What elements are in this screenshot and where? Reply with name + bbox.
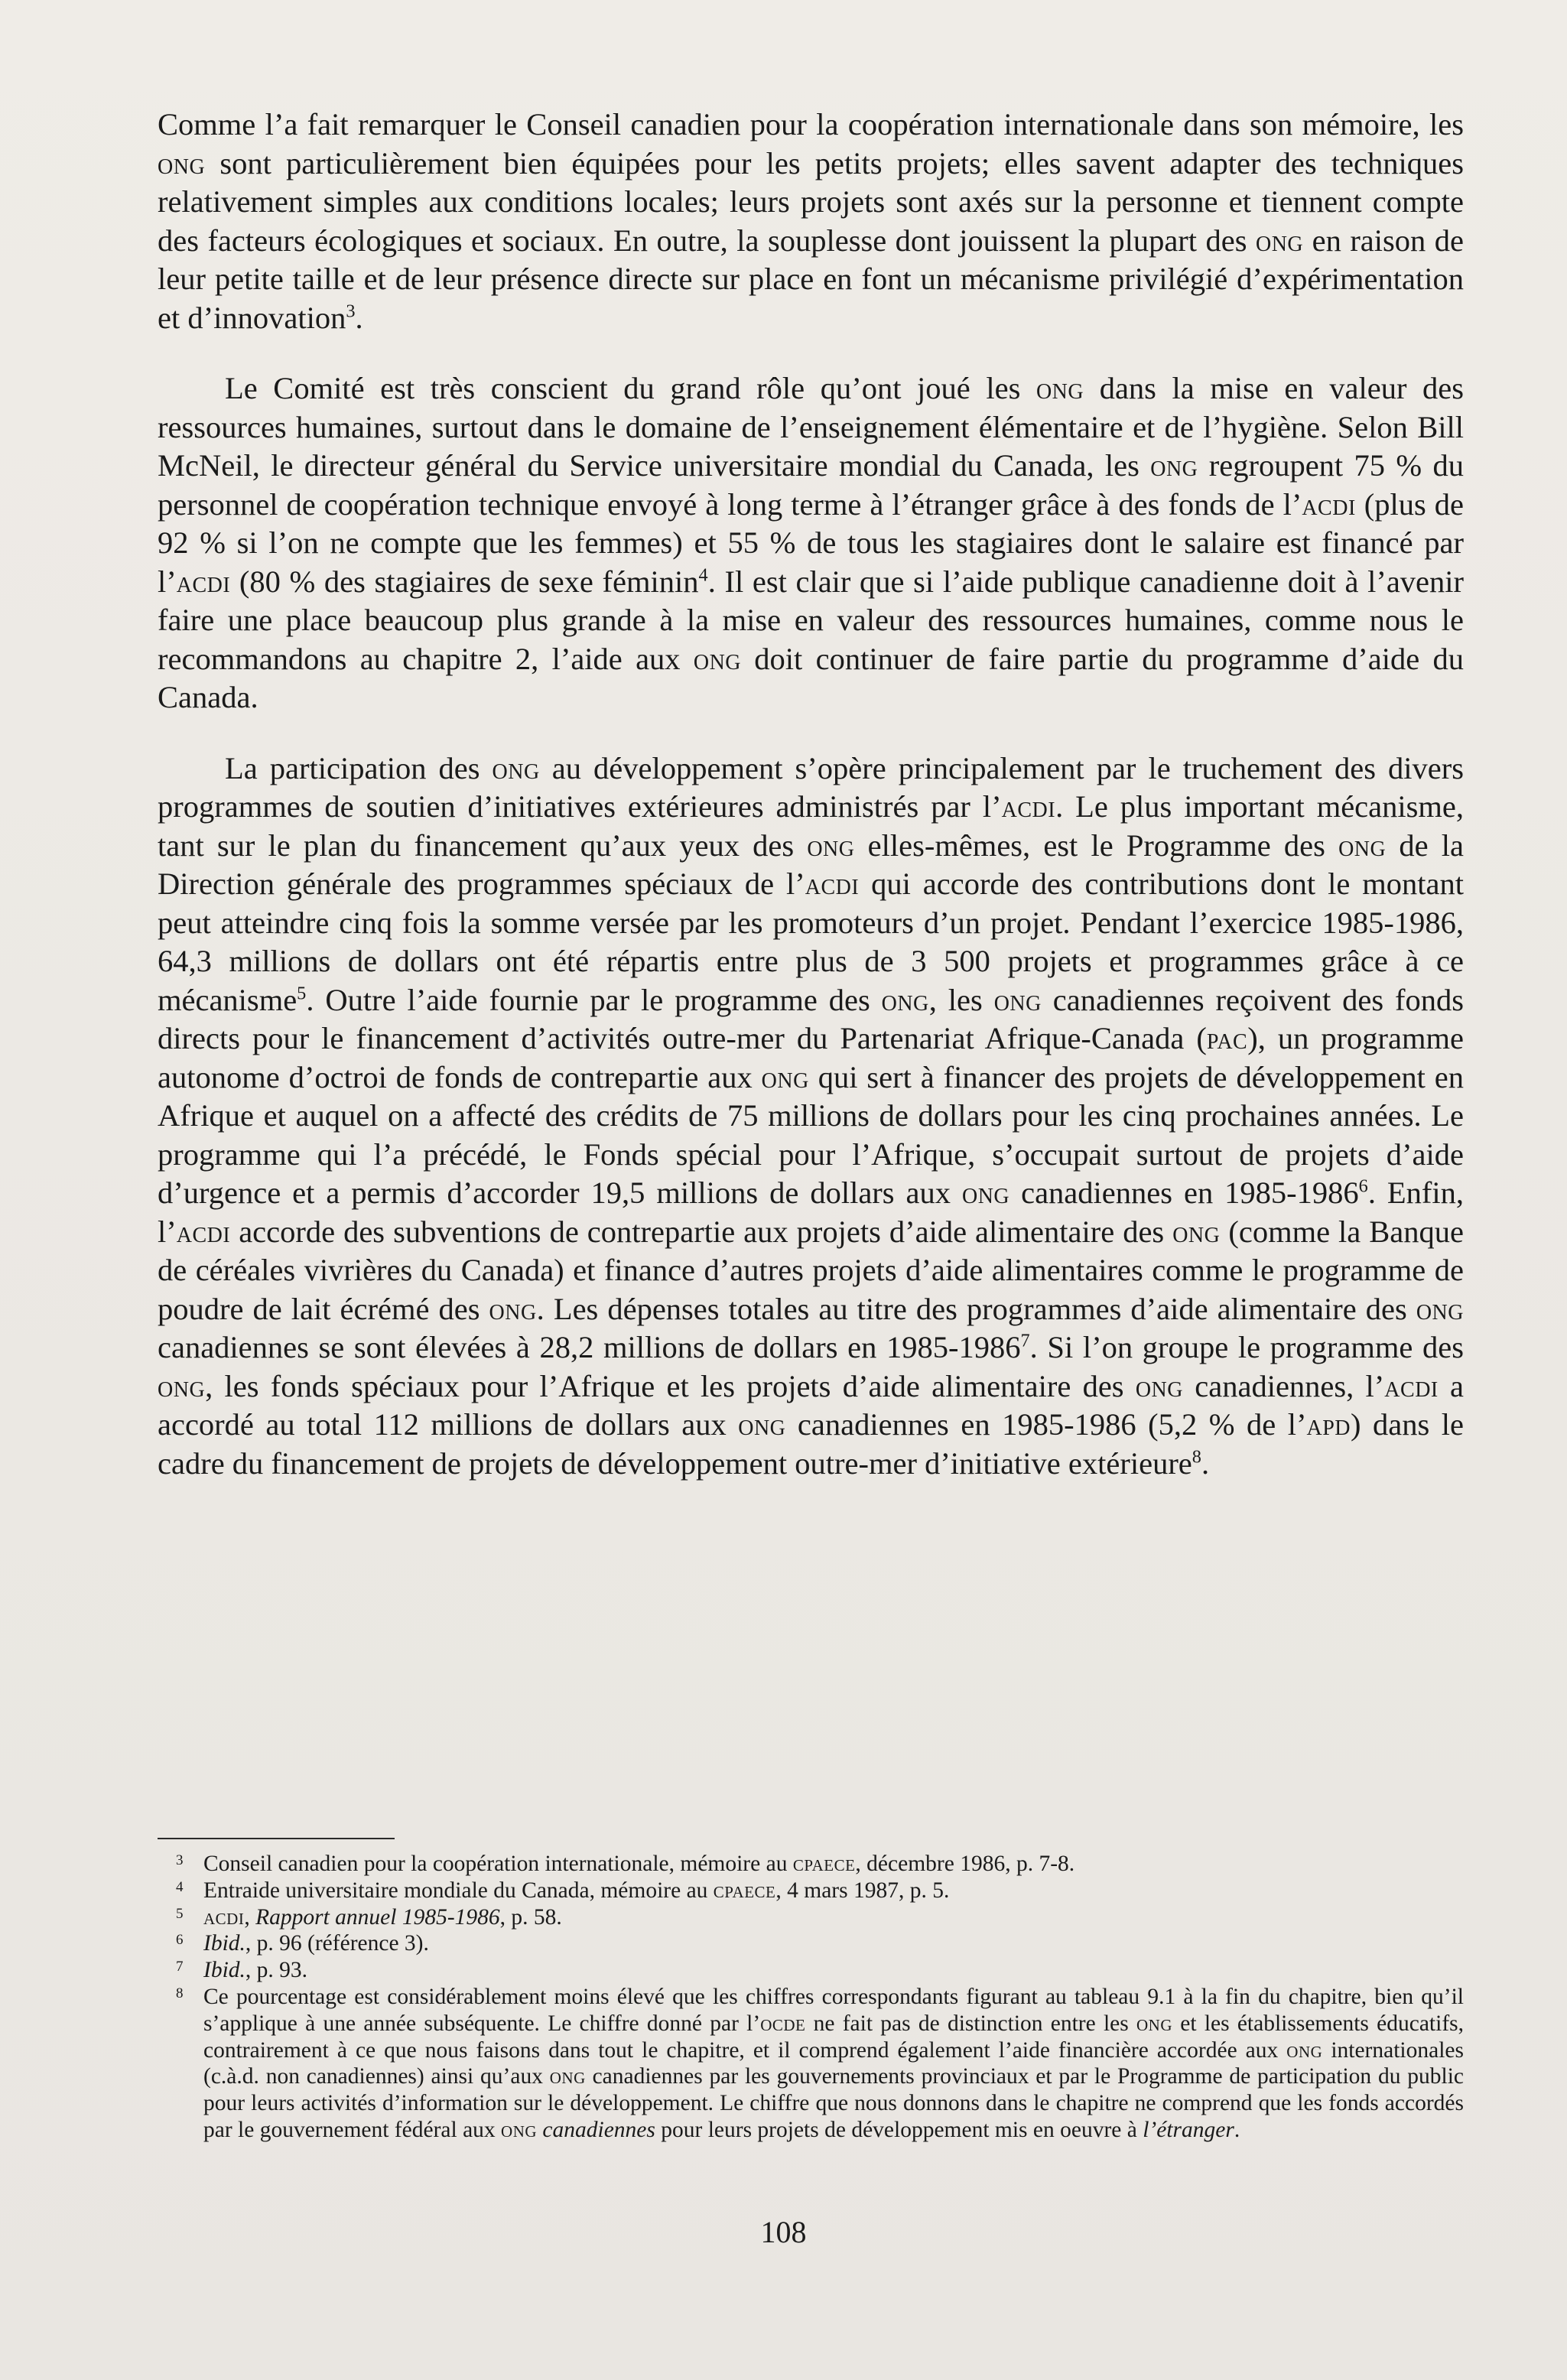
footnote-3: 3 Conseil canadien pour la coopération internationale, mémoire au cpaece, décembre 1986, p. 7-8.: [158, 1851, 1464, 1878]
footnote-ref-4: 4: [698, 564, 708, 585]
paragraph-3: La participation des ong au développement s’opère principalement par le truchement des divers programmes de soutien d’initiatives extérieures administrés par l’acdi. Le plus important mécanisme, tant sur le plan du financement qu’aux yeux des ong elles-mêmes, est le Programme des ong de la Direction générale des programmes spéciaux de l’acdi qui accorde des contributions dont le montant peut atteindre cinq fois la somme versée par les promoteurs d’un projet. Pendant l’exercice 1985-1986, 64,3 millions de dollars ont été répartis entre plus de 3 500 projets et programmes grâce à ce mécanisme$^5$. Outre l’aide fournie par le programme des ong, les ong canadiennes reçoivent des fonds directs pour le financement d’activités outre-mer du Partenariat Afrique-Canada (pac), un programme autonome d’octroi de fonds de contrepartie aux ong qui sert à financer des projets de développement en Afrique et auquel on a affecté des crédits de 75 millions de dollars pour les cinq prochaines années. Le programme qui l’a précédé, le Fonds spécial pour l’Afrique, s’occupait surtout de projets d’aide d’urgence et a permis d’accorder 19,5 millions de dollars aux ong canadiennes en 1985-1986$^6$. Enfin, l’acdi accorde des subventions de contrepartie aux projets d’aide alimentaire des ong (comme la Banque de céréales vivrières du Canada) et finance d’autres projets d’aide alimentaires comme le programme de poudre de lait écrémé des ong. Les dépenses totales au titre des programmes d’aide alimentaire des ong canadiennes se sont élevées à 28,2 millions de dollars en 1985-1986$^7$. Si l’on groupe le programme des ong, les fonds spéciaux pour l’Afrique et les projets d’aide alimentaire des ong canadiennes, l’acdi a accordé au total 112 millions de dollars aux ong canadiennes en 1985-1986 (5,2 % de l’apd) dans le cadre du financement de projets de développement outre-mer d’initiative extérieure$^8$.: [158, 750, 1465, 1481]
footnote-ref-5: 5: [297, 983, 307, 1003]
footnote-number: 8: [176, 1985, 184, 2001]
footnote-7: 7 Ibid., p. 93.: [158, 1957, 1464, 1984]
footnote-8: 8 Ce pourcentage est considérablement moins élevé que les chiffres correspondants figurant au tableau 9.1 à la fin du chapitre, bien qu’il s’applique à une année subséquente. Le chiffre donné par l’ocde ne fait pas de distinction entre les ong et les établissements éducatifs, contrairement à ce que nous faisons dans tout le chapitre, et il comprend également l’aide financière accordée aux ong internationales (c.à.d. non canadiennes) ainsi qu’aux ong canadiennes par les gouvernements provinciaux et par le Programme de participation du public pour leurs activités d’information sur le développement. Le chiffre que nous donnons dans le chapitre ne comprend que les fonds accordés par le gouvernement fédéral aux ong canadiennes pour leurs projets de développement mis en oeuvre à l’étranger.: [158, 1984, 1464, 2144]
footnote-number: 4: [176, 1878, 184, 1895]
footnote-ref-3: 3: [346, 301, 356, 321]
footnote-ref-6: 6: [1358, 1175, 1368, 1197]
paragraph-2: Le Comité est très conscient du grand rôle qu’ont joué les ong dans la mise en valeur des ressources humaines, surtout dans le domaine de l’enseignement élémentaire et de l’hygiène. Selon Bill McNeil, le directeur général du Service universitaire mondial du Canada, les ong regroupent 75 % du personnel de coopération technique envoyé à long terme à l’étranger grâce à des fonds de l’acdi (plus de 92 % si l’on ne compte que les femmes) et 55 % de tous les stagiaires dont le salaire est financé par l’acdi (80 % des stagiaires de sexe féminin$^4$. Il est clair que si l’aide publique canadienne doit à l’avenir faire une place beaucoup plus grande à la mise en valeur des ressources humaines, comme nous le recommandons au chapitre 2, l’aide aux ong doit continuer de faire partie du programme d’aide du Canada.: [158, 371, 1465, 714]
page-number: 108: [760, 2215, 807, 2249]
footnote-divider: [158, 1838, 395, 1839]
footnote-number: 7: [176, 1959, 184, 1975]
footnote-number: 3: [176, 1852, 184, 1868]
footnote-ref-8: 8: [1192, 1446, 1201, 1467]
footnote-number: 6: [176, 1932, 184, 1949]
body-text: [158, 106, 1464, 1515]
footnote-number: 5: [176, 1905, 184, 1922]
paragraph-1: Comme l’a fait remarquer le Conseil canadien pour la coopération internationale dans son mémoire, les ong sont particulièrement bien équipées pour les petits projets; elles savent adapter des techniques relativement simples aux conditions locales; leurs projets sont axés sur la personne et tiennent compte des facteurs écologiques et sociaux. En outre, la souplesse dont jouissent la plupart des ong en raison de leur petite taille et de leur présence directe sur place en font un mécanisme privilégié d’expérimentation et d’innovation$^3$.: [158, 107, 1464, 335]
footnotes: [158, 1851, 1464, 2144]
footnote-4: 4 Entraide universitaire mondiale du Canada, mémoire au cpaece, 4 mars 1987, p. 5.: [158, 1878, 1464, 1904]
footnote-6: 6 Ibid., p. 96 (référence 3).: [158, 1930, 1464, 1957]
footnote-ref-7: 7: [1020, 1330, 1030, 1351]
footnote-5: 5 acdi, Rapport annuel 1985-1986, p. 58.: [158, 1904, 1464, 1931]
